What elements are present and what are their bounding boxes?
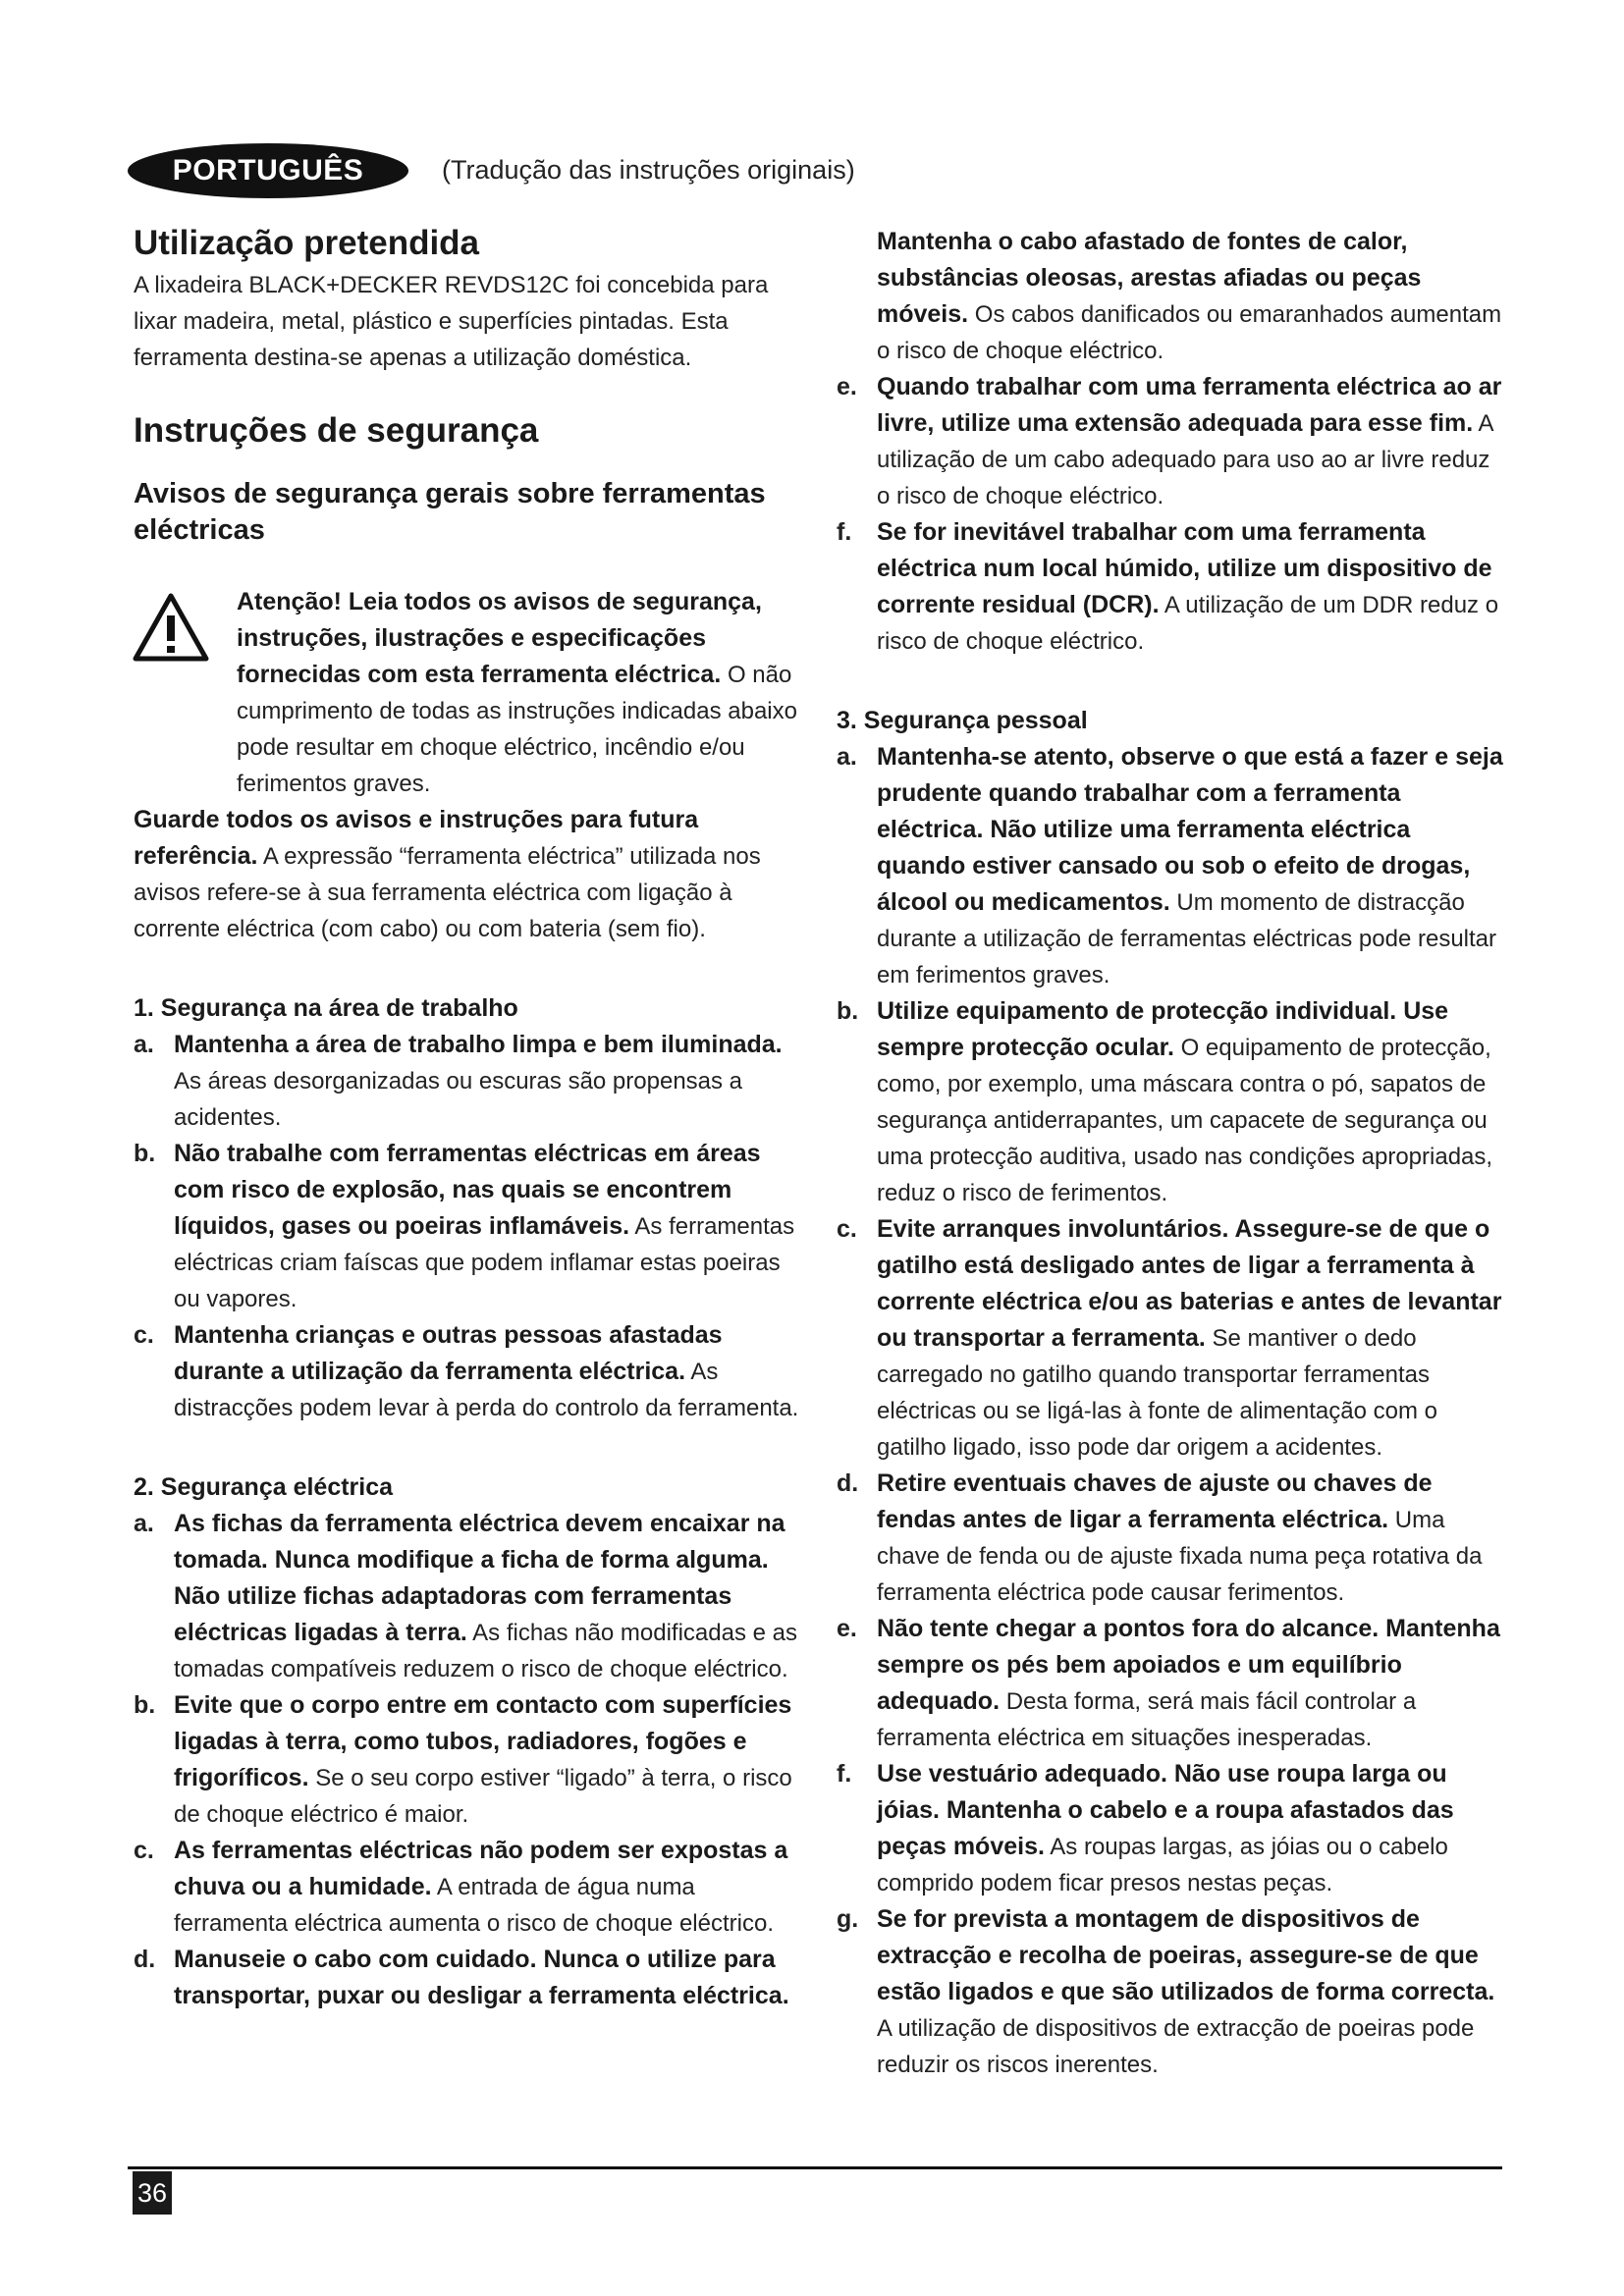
warning-bold: Atenção! Leia todos os avisos de segurança, instruções, ilustrações e especificações fornecidas com esta ferramenta eléctrica. [237,588,762,688]
warning-text: O não cumprimento de todas as instruções indicadas abaixo pode resultar em choque eléctrico, incêndio e/ou ferimentos graves. [237,662,797,797]
keep-instructions-text: A expressão “ferramenta eléctrica” utilizada nos avisos refere-se à sua ferramenta eléctrica com ligação à corrente eléctrica (com cabo) ou com bateria (sem fio). [134,843,761,942]
list-item: b. Evite que o corpo entre em contacto com superfícies ligadas à terra, como tubos, radiadores, fogões e frigoríficos. Se o seu corpo estiver “ligado” à terra, o risco de choque eléctrico é maior. [134,1691,792,1828]
translation-note: (Tradução das instruções originais) [442,155,855,185]
list-item: c. As ferramentas eléctricas não podem ser expostas a chuva ou a humidade. A entrada de água numa ferramenta eléctrica aumenta o risco de choque eléctrico. [134,1837,788,1937]
list-item: f. Se for inevitável trabalhar com uma ferramenta eléctrica num local húmido, utilize um dispositivo de corrente residual (DCR). A utilização de um DDR reduz o risco de choque eléctrico. [837,518,1499,655]
footer-rule [128,2166,1502,2169]
list-item: f. Use vestuário adequado. Não use roupa larga ou jóias. Mantenha o cabelo e a roupa afastados das peças móveis. As roupas largas, as jóias ou o cabelo comprido podem ficar presos nestas peças. [837,1760,1454,1896]
intended-use-text: A lixadeira BLACK+DECKER REVDS12C foi concebida para lixar madeira, metal, plástico e superfícies pintadas. Esta ferramenta destina-se apenas a utilização doméstica. [134,272,769,371]
list-item: b. Utilize equipamento de protecção individual. Use sempre protecção ocular. O equipamento de protecção, como, por exemplo, uma máscara contra o pó, sapatos de segurança antiderrapantes, um capacete de segurança ou uma protecção auditiva, usado nas condições apropriadas, reduz o risco de ferimentos. [837,997,1493,1206]
list-item: a. Mantenha-se atento, observe o que está a fazer e seja prudente quando trabalhar com a ferramenta eléctrica. Não utilize uma ferramenta eléctrica quando estiver cansado ou sob o efeito de drogas, álcool ou medicamentos. Um momento de distracção durante a utilização de ferramentas eléctricas pode resultar em ferimentos graves. [837,743,1503,988]
list-item: d. Retire eventuais chaves de ajuste ou chaves de fendas antes de ligar a ferramenta eléctrica. Uma chave de fenda ou de ajuste fixada numa peça rotativa da ferramenta eléctrica pode causar ferimentos. [837,1469,1483,1606]
electrical-heading: 2. Segurança eléctrica [134,1473,394,1501]
work-area-heading: 1. Segurança na área de trabalho [134,994,518,1022]
list-item: e. Quando trabalhar com uma ferramenta eléctrica ao ar livre, utilize uma extensão adequada para esse fim. A utilização de um cabo adequado para uso ao ar livre reduz o risco de choque eléctrico. [837,373,1502,509]
keep-instructions-bold: Guarde todos os avisos e instruções para futura referência. [134,806,699,870]
safety-subtitle: Avisos de segurança gerais sobre ferramentas eléctricas [134,478,766,546]
electrical-continued-list [837,224,1504,660]
list-item: d. Manuseie o cabo com cuidado. Nunca o utilize para transportar, puxar ou desligar a ferramenta eléctrica. [134,1946,789,2009]
personal-safety-list [837,739,1504,2083]
warning-triangle-icon [132,592,210,663]
list-item: c. Mantenha crianças e outras pessoas afastadas durante a utilização da ferramenta eléctrica. As distracções podem levar à perda do controlo da ferramenta. [134,1321,799,1421]
intended-use-title: Utilização pretendida [134,224,480,262]
warning-block [134,584,801,802]
page-header [128,139,1306,200]
list-item: a. As fichas da ferramenta eléctrica devem encaixar na tomada. Nunca modifique a ficha de forma alguma. Não utilize fichas adaptadoras com ferramentas eléctricas ligadas à terra. As fichas não modificadas e as tomadas compatíveis reduzem o risco de choque eléctrico. [134,1510,797,1682]
language-badge: PORTUGUÊS [128,143,408,198]
list-item: g. Se for prevista a montagem de dispositivos de extracção e recolha de poeiras, assegure-se de que estão ligados e que são utilizados de forma correcta. A utilização de dispositivos de extracção de poeiras pode reduzir os riscos inerentes. [837,1905,1495,2078]
left-column [134,224,801,2014]
list-item: c. Evite arranques involuntários. Assegure-se de que o gatilho está desligado antes de ligar a ferramenta à corrente eléctrica e/ou as baterias e antes de levantar ou transportar a ferramenta. Se mantiver o dedo carregado no gatilho quando transportar ferramentas eléctricas ou se ligá-las à fonte de alimentação com o gatilho ligado, isso pode dar origem a acidentes. [837,1215,1502,1461]
list-item: Mantenha o cabo afastado de fontes de calor, substâncias oleosas, arestas afiadas ou peças móveis. Os cabos danificados ou emaranhados aumentam o risco de choque eléctrico. [877,228,1502,364]
list-item: b. Não trabalhe com ferramentas eléctricas em áreas com risco de explosão, nas quais se encontrem líquidos, gases ou poeiras inflamáveis. As ferramentas eléctricas criam faíscas que podem inflamar estas poeiras ou vapores. [134,1140,795,1312]
list-item: e. Não tente chegar a pontos fora do alcance. Mantenha sempre os pés bem apoiados e um equilíbrio adequado. Desta forma, será mais fácil controlar a ferramenta eléctrica em situações inesperadas. [837,1615,1500,1751]
work-area-list [134,1027,801,1426]
personal-safety-heading: 3. Segurança pessoal [837,707,1088,734]
list-item: a. Mantenha a área de trabalho limpa e bem iluminada. As áreas desorganizadas ou escuras são propensas a acidentes. [134,1031,783,1131]
right-column [837,224,1504,2083]
page-number: 36 [133,2171,172,2215]
electrical-list [134,1506,801,2014]
safety-title: Instruções de segurança [134,411,539,450]
